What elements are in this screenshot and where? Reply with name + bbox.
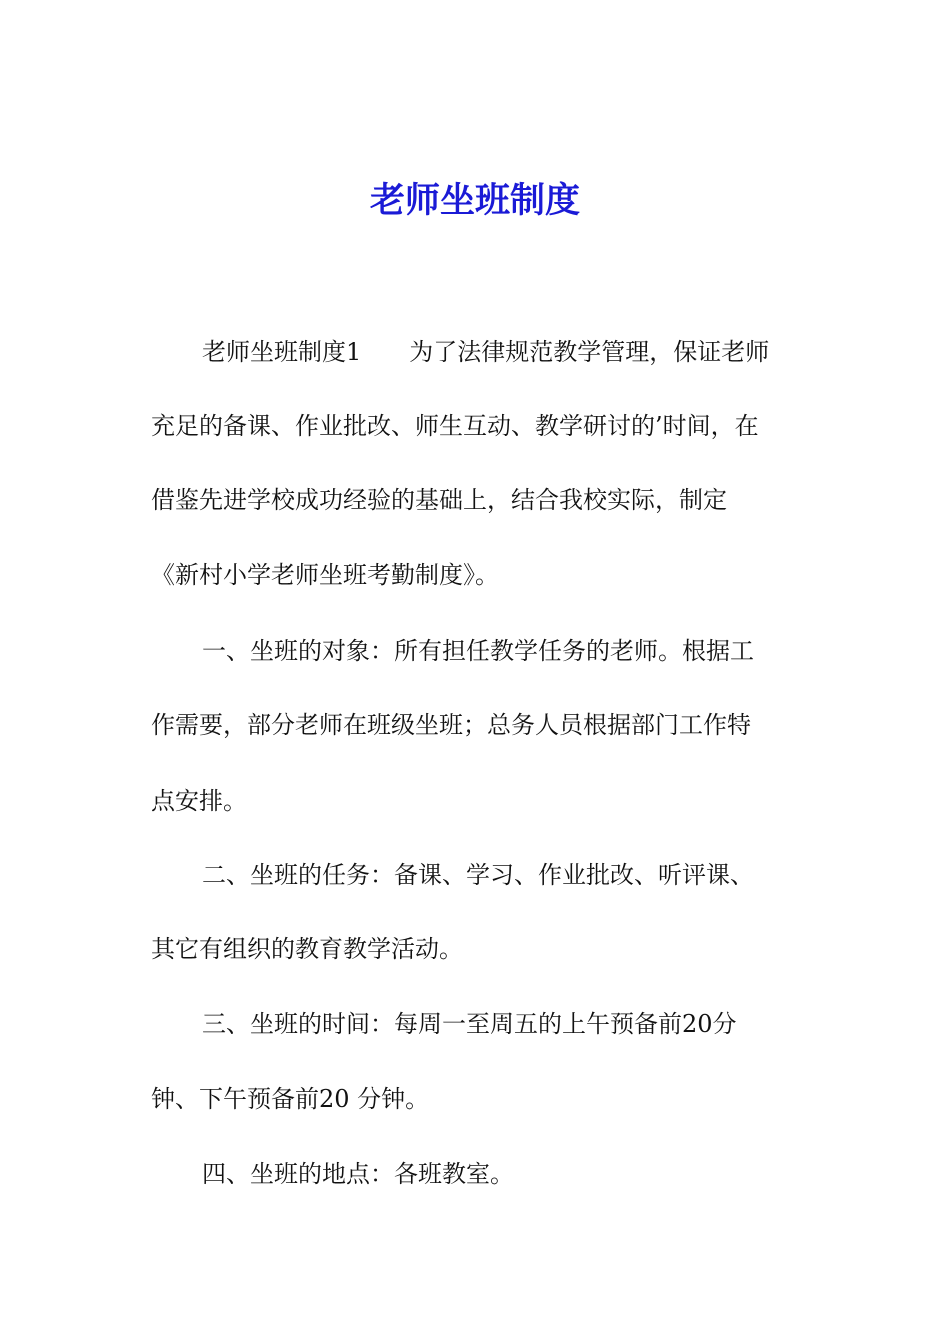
document-title: 老师坐班制度 [369,181,580,221]
paragraph-line: 充足的备课、作业批改、师生互动、教学研讨的’时间，在 [151,412,759,440]
paragraph-line: 钟、下午预备前20 分钟。 [151,1085,430,1113]
paragraph-line: 点安排。 [151,787,247,815]
paragraph-line: 一、坐班的对象：所有担任教学任务的老师。根据工 [202,637,754,665]
paragraph-line: 三、坐班的时间：每周一至周五的上午预备前20分 [202,1010,737,1038]
paragraph-line: 老师坐班制度1 为了法律规范教学管理，保证老师 [202,338,770,366]
paragraph-line: 作需要，部分老师在班级坐班；总务人员根据部门工作特 [151,711,751,739]
paragraph-line: 其它有组织的教育教学活动。 [151,935,463,963]
paragraph-line: 借鉴先进学校成功经验的基础上，结合我校实际，制定 [151,486,727,514]
paragraph-line: 四、坐班的地点：各班教室。 [202,1160,514,1188]
paragraph-line: 二、坐班的任务：备课、学习、作业批改、听评课、 [202,861,754,889]
paragraph-line: 《新村小学老师坐班考勤制度》。 [151,561,499,589]
